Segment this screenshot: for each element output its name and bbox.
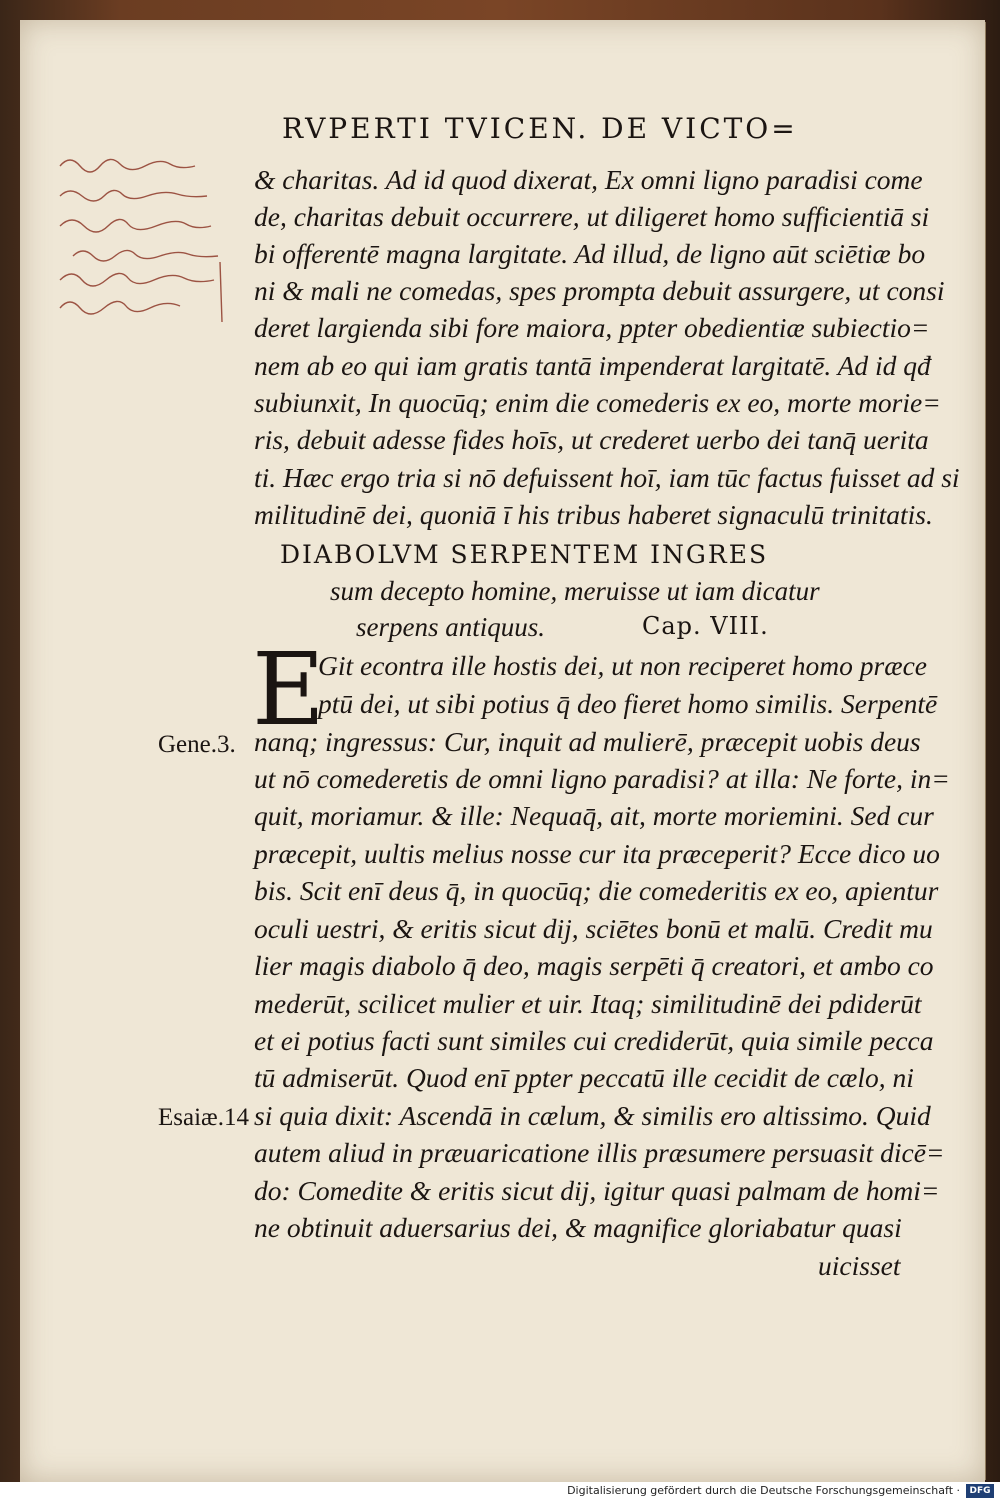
handwritten-marginalia [55, 152, 255, 332]
marginal-reference-genesis: Gene.3. [158, 731, 236, 758]
marginal-reference-esaiae: Esaiæ.14 [158, 1104, 249, 1131]
drop-cap: E [252, 631, 325, 748]
text-line: Git econtra ille hostis dei, ut non reciperet homo præce [318, 650, 927, 681]
text-line: subiunxit, In quocūq; enim die comederis ex eo, morte morie= [254, 387, 941, 418]
text-line: tū admiserūt. Quod enī ppter peccatū ille cecidit de cælo, ni [254, 1062, 914, 1093]
funding-credit: Digitalisierung gefördert durch die Deutsche Forschungsgemeinschaft · [567, 1484, 960, 1497]
text-line: militudinē dei, quoniā ī his tribus haberet signaculū trinitatis. [254, 499, 933, 530]
marginalia-line [55, 152, 62, 153]
text-line: præcepit, uultis melius nosse cur ita præceperit? Ecce dico uo [254, 838, 940, 869]
text-line: autem aliud in præuaricatione illis præsumere persuasit dicē= [254, 1137, 945, 1168]
text-line: de, charitas debuit occurrere, ut diligeret homo sufficientiā si [254, 201, 930, 232]
footer-bar [0, 1482, 1000, 1501]
chapter-subtitle: sum decepto homine, meruisse ut iam dicatur [330, 576, 820, 606]
running-head: RVPERTI TVICEN. DE VICTO= [282, 112, 798, 145]
text-line: oculi uestri, & eritis sicut dij, sciētes bonū et malū. Credit mu [254, 913, 933, 944]
text-line: ni & mali ne comedas, spes prompta debuit assurgere, ut consi [254, 275, 945, 306]
text-line: quit, moriamur. & ille: Nequaq̄, ait, morte moriemini. Sed cur [254, 800, 934, 831]
text-line: lier magis diabolo q̄ deo, magis serpēti q̄ creatori, et ambo co [254, 950, 934, 981]
text-line: ne obtinuit aduersarius dei, & magnifice gloriabatur quasi [254, 1212, 902, 1243]
chapter-number: Cap. VIII. [642, 612, 769, 640]
text-line: nanq; ingressus: Cur, inquit ad mulierē, præcepit uobis deus [254, 726, 921, 757]
chapter-heading: DIABOLVM SERPENTEM INGRES [280, 540, 769, 569]
handwriting-strokes-icon [55, 152, 255, 332]
text-line: si quia dixit: Ascendā in cælum, & similis ero altissimo. Quid [254, 1100, 931, 1131]
chapter-subtitle-2: serpens antiquus. [356, 612, 545, 642]
text-line: deret largienda sibi fore maiora, ppter obedientiæ subiectio= [254, 312, 930, 343]
dfg-logo: DFG [966, 1484, 994, 1498]
text-line: nem ab eo qui iam gratis tantā impenderat largitatē. Ad id qđ [254, 350, 931, 381]
catchword: uicisset [818, 1250, 901, 1281]
text-line: & charitas. Ad id quod dixerat, Ex omni ligno paradisi come [254, 164, 923, 195]
text-line: ti. Hæc ergo tria si nō defuissent hoī, iam tūc factus fuisset ad si [254, 462, 960, 493]
text-line: ptū dei, ut sibi potius q̄ deo fieret homo similis. Serpentē [318, 688, 938, 719]
text-line: et ei potius facti sunt similes cui crediderūt, quia simile pecca [254, 1025, 934, 1056]
text-line: mederūt, scilicet mulier et uir. Itaq; similitudinē dei pdiderūt [254, 988, 922, 1019]
text-line: bi offerentē magna largitate. Ad illud, de ligno aūt sciētiæ bo [254, 238, 926, 269]
text-line: ris, debuit adesse fides hoīs, ut crederet uerbo dei tanq̄ uerita [254, 424, 929, 455]
text-line: bis. Scit enī deus q̄, in quocūq; die comederitis ex eo, apientur [254, 875, 939, 906]
text-line: ut nō comederetis de omni ligno paradisi? at illa: Ne forte, in= [254, 763, 950, 794]
text-line: do: Comedite & eritis sicut dij, igitur quasi palmam de homi= [254, 1175, 940, 1206]
